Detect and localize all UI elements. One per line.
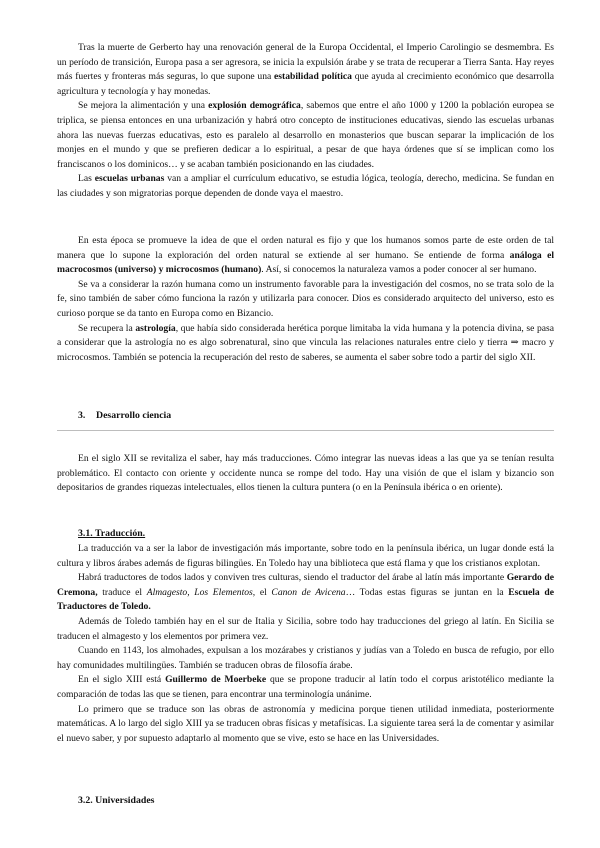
paragraph-renovacion: Tras la muerte de Gerberto hay una renovación general de la Europa Occidental, el Imperio Carolingio se desmembra. Es un período de transición, Europa pasa a ser agresora, se inicia la expulsión árabe y se trata de recuperar a Tierra Santa. Hay reyes más fuertes y fronteras más seguras, lo que supone una estabilidad política que ayuda al crecimiento económico que desarrolla agricultura y tecnología y hay monedas. bbox=[57, 42, 555, 97]
paragraph-almohades: Cuando en 1143, los almohades, expulsan a los mozárabes y cristianos y judías van a Toledo en busca de refugio, por ello hay comunidades multilingües. También se traducen obras de filosofía árabe. bbox=[57, 645, 554, 671]
section3-block bbox=[57, 452, 554, 496]
subsection-heading-traduccion: 3.1. Traducción. bbox=[78, 528, 146, 539]
paragraph-traductores: Habrá traductores de todos lados y conviven tres culturas, siendo el traductor del árabe al latín más importante Gerardo de Cremona, traduce el Almagesto, Los Elementos, el Canon de Avicena… Todas estas figuras se juntan en la Escuela de Traductores de Toledo. bbox=[57, 572, 554, 613]
paragraph-obras-traducidas: Lo primero que se traduce son las obras de astronomía y medicina porque tienen utilidad inmediata, posteriormente matemáticas. A lo largo del siglo XIII ya se traducen obras físicas y metafísicas. La siguiente tarea será la de comentar y asimilar el nuevo saber, y por supuesto adaptarlo al momento que se vive, esto se hace en las Universidades. bbox=[57, 703, 554, 744]
subsection-heading-universidades: 3.2. Universidades bbox=[78, 795, 155, 806]
paragraph-razon-humana: Se va a considerar la razón humana como un instrumento favorable para la investigación del cosmos, no se trata solo de la fe, sino también de saber cómo funciona la razón y utilizarla para conocer. Dios es considerado arquitecto del universo, esto es curioso porque se da tanto en Europa como en Bizancio. bbox=[57, 278, 554, 319]
section-number: 3. bbox=[78, 410, 86, 421]
paragraph-demografia: Se mejora la alimentación y una explosión demográfica, sabemos que entre el año 1000 y 1200 la población europea se triplica, se piensa entonces en una urbanización y habrá otro concepto de instituciones educativas, siendo las escuelas urbanas ahora las nuevas fuerzas educativas, esto es paralelo al desarrollo en monasterios que buscan separar la implicación de los monjes en el mundo y que se prefieren dedicar a lo espiritual, a pesar de que haya órdenes que sí se implican como los franciscanos o los dominicos… y se acaban también posicionando en las ciudades. bbox=[57, 100, 554, 170]
paragraph-moerbeke: En el siglo XIII está Guillermo de Moerbeke que se propone traducir al latín todo el corpus aristotélico mediante la comparación de todas las que se tienen, para encontrar una terminología unánime. bbox=[57, 674, 555, 700]
paragraph-escuelas-urbanas: Las escuelas urbanas van a ampliar el currículum educativo, se estudia lógica, teología, derecho, medicina. Se fundan en las ciudades y son migratorias porque dependen de donde vaya el maestro. bbox=[57, 173, 554, 199]
intro-block bbox=[57, 41, 554, 202]
paragraph-italia-sicilia: Además de Toledo también hay en el sur de Italia y Sicilia, sobre todo hay traducciones del griego al latín. En Sicilia se traducen el almagesto y los elementos por primera vez. bbox=[57, 615, 554, 642]
paragraph-siglo-xii: En el siglo XII se revitaliza el saber, hay más traducciones. Cómo integrar las nuevas ideas a las que ya se tenían resulta problemático. El contacto con oriente y occidente nunca se rompe del todo. Hay una visión de que el islam y bizancio son depositarios de grandes riquezas intelectuales, ellos tienen la cultura puntera (o en la Península ibérica o en oriente). bbox=[57, 453, 554, 494]
paragraph-orden-natural: En esta época se promueve la idea de que el orden natural es fijo y que los humanos somos parte de este orden de tal manera que lo supone la exploración del orden natural se extiende al ser humano. Se entiende de forma análoga el macrocosmos (universo) y microcosmos (humano). Así, si conocemos la naturaleza vamos a poder conocer al ser humano. bbox=[57, 235, 555, 276]
section-divider bbox=[57, 430, 554, 431]
paragraph-traduccion-labor: La traducción va a ser la labor de investigación más importante, sobre todo en la península ibérica, un lugar donde está la cultura y libros árabes además de figuras bilingües. En Toledo hay una biblioteca que está flama y que los cristianos explotan. bbox=[57, 543, 554, 569]
section31-block bbox=[57, 542, 554, 746]
cosmos-block bbox=[57, 234, 554, 365]
paragraph-astrologia: Se recupera la astrología, que había sido considerada herética porque limitaba la vida humana y la potencia divina, se pasa a considerar que la astrología no es algo sobrenatural, sino que vincula las relaciones naturales entre cielo y tierra ⇒ macro y microcosmos. También se potencia la recuperación del resto de saberes, se aumenta el saber sobre todo a partir del siglo XII. bbox=[57, 322, 554, 363]
section-heading-desarrollo-ciencia bbox=[78, 409, 171, 424]
section-title: Desarrollo ciencia bbox=[96, 410, 172, 421]
